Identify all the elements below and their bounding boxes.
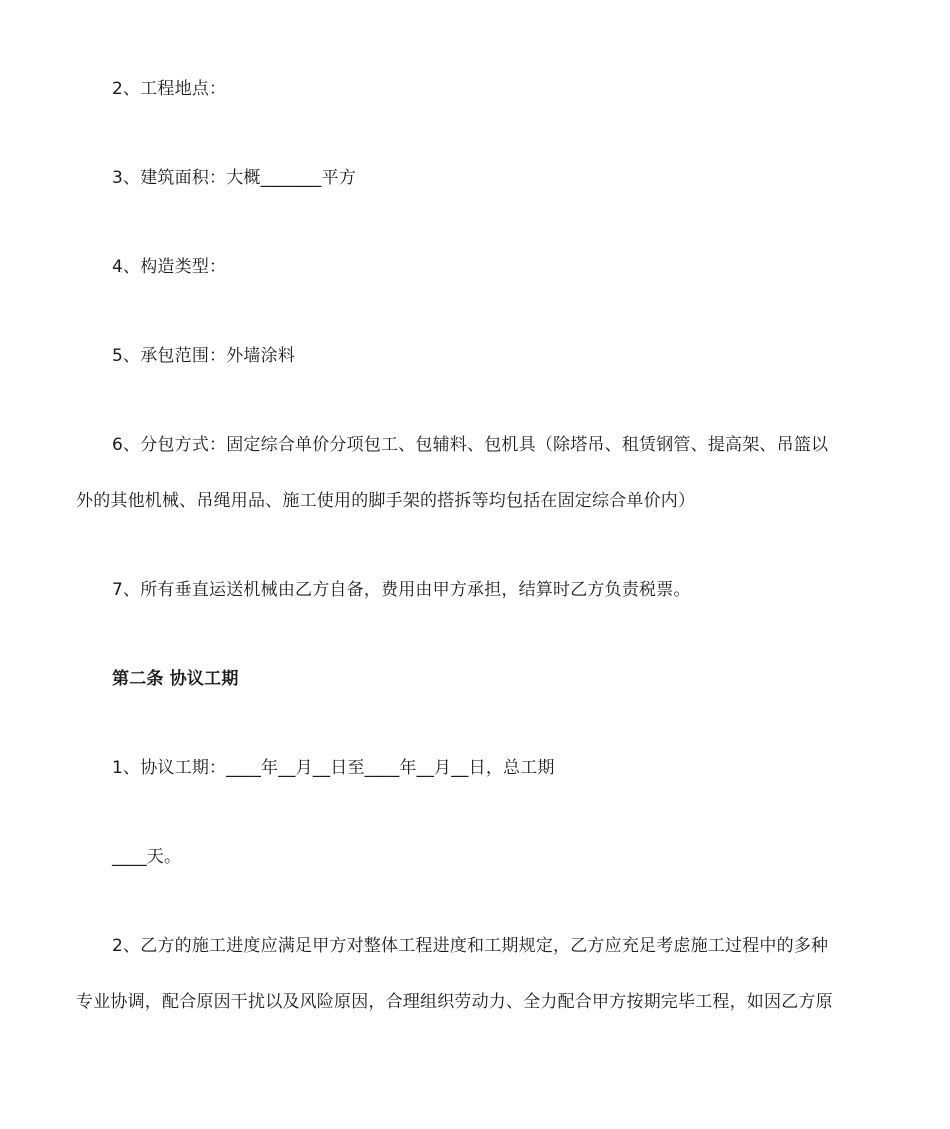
clause-item-5: 5、承包范围：外墙涂料 [112,346,296,366]
clause-item-3: 3、建筑面积：大概_______平方 [112,168,356,188]
clause-item-6-line1: 6、分包方式：固定综合单价分项包工、包辅料、包机具（除塔吊、租赁钢管、提高架、吊篮以 [112,435,829,455]
section2-item-1-line1: 1、协议工期：____年__月__日至____年__月__日，总工期 [112,758,555,778]
section-heading: 第二条 协议工期 [112,669,239,689]
section2-item-1-line2: ____天。 [112,847,182,867]
section2-item-2-line1: 2、乙方的施工进度应满足甲方对整体工程进度和工期规定，乙方应充足考虑施工过程中的多种 [112,936,829,956]
clause-item-4: 4、构造类型： [112,257,227,277]
section2-item-2-line2: 专业协调，配合原因干扰以及风险原因，合理组织劳动力、全力配合甲方按期完毕工程，如因乙方原 [76,992,833,1012]
clause-item-6-line2: 外的其他机械、吊绳用品、施工使用的脚手架的搭拆等均包括在固定综合单价内） [76,491,696,511]
clause-item-7: 7、所有垂直运送机械由乙方自备，费用由甲方承担，结算时乙方负责税票。 [112,580,691,600]
clause-item-2: 2、工程地点： [112,79,227,99]
